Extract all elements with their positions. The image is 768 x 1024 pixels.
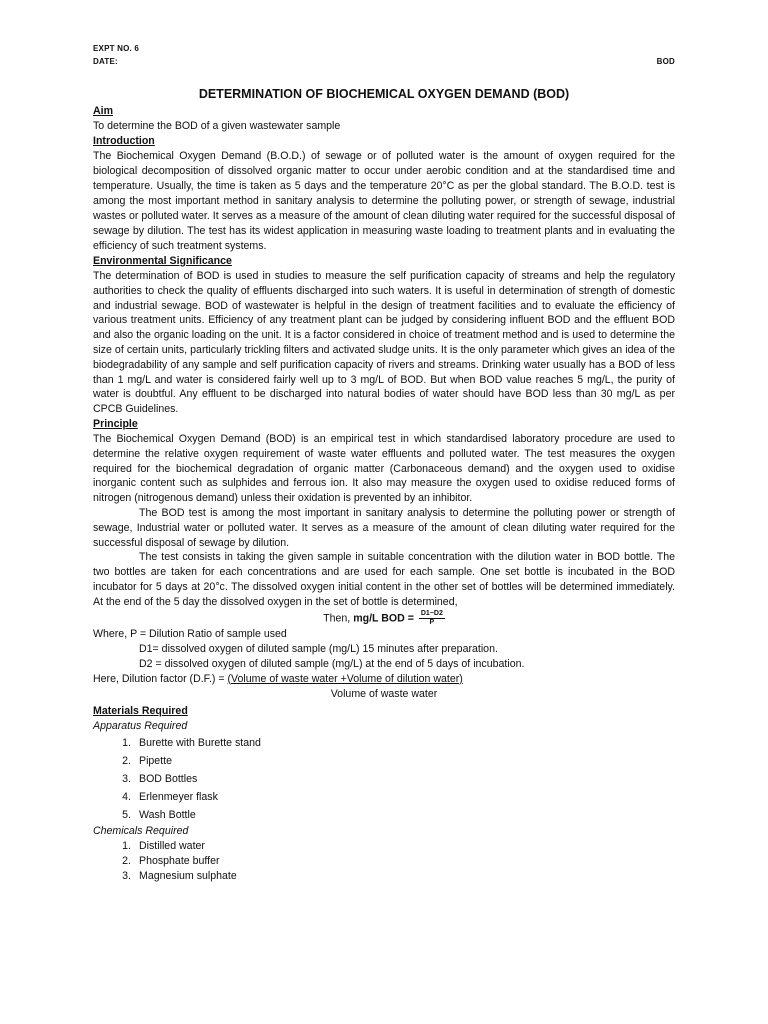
chemicals-heading: Chemicals Required <box>93 824 189 837</box>
dilution-factor-numerator: (Volume of waste water +Volume of dilution water) <box>227 672 463 685</box>
equation-denominator: P <box>429 618 435 626</box>
aim-heading: Aim <box>93 105 114 117</box>
materials-heading: Materials Required <box>93 704 188 717</box>
experiment-number: EXPT NO. 6 <box>93 44 140 53</box>
equation-fraction <box>419 610 445 627</box>
list-item: 1. Burette with Burette stand <box>122 736 261 749</box>
document-body <box>93 104 675 884</box>
introduction-heading: Introduction <box>93 135 155 147</box>
dilution-factor-denominator: Volume of waste water <box>330 687 438 700</box>
bod-equation <box>93 610 675 627</box>
list-item: 4. Erlenmeyer flask <box>122 790 218 803</box>
equation-numerator: D1−D2 <box>420 609 443 617</box>
principle-paragraph-2: The BOD test is among the most important in sanitary analysis to determine the polluting power or strength of sewage, Industrial water or polluted water. It serves as a measure of the amount of clean diluting water required for the successful disposal of sewage by dilution. <box>93 506 675 549</box>
principle-paragraph-3: The test consists in taking the given sample in suitable concentration with the dilution water in BOD bottle. The two bottles are taken for each concentrations and are used for each sample. One set bottle is incubated in the BOD incubator for 5 days at 20°c. The dissolved oxygen initial content in the other set of bottles will be determined immediately. At the end of the 5 day the dissolved oxygen in the set of bottle is determined, <box>93 551 675 608</box>
d2-definition: D2 = dissolved oxygen of diluted sample (mg/L) at the end of 5 days of incubation. <box>139 657 525 670</box>
page-title: DETERMINATION OF BIOCHEMICAL OXYGEN DEMAND (BOD) <box>198 87 570 101</box>
list-item: 2. Phosphate buffer <box>122 854 220 867</box>
equation-prefix: Then, <box>323 611 354 624</box>
apparatus-heading: Apparatus Required <box>93 719 188 732</box>
list-item: 5. Wash Bottle <box>122 808 196 821</box>
date-label: DATE: <box>93 57 118 66</box>
aim-text: To determine the BOD of a given wastewater sample <box>93 120 341 132</box>
principle-heading: Principle <box>93 417 138 430</box>
list-item: 3. BOD Bottles <box>122 772 198 785</box>
introduction-text: The Biochemical Oxygen Demand (B.O.D.) of sewage or of polluted water is the amount of oxygen required for the biological decomposition of dissolved organic matter to occur under aerobic condition and at the standardised time and temperature. Usually, the time is taken as 5 days and the temperature 20°C as per the global standard. The B.O.D. test is among the most important method in sanitary analysis to determine the polluting power, or strength of sewage, industrial wastes or polluted water. It serves as a measure of the amount of clean diluting water required for the successful disposal of sewage by dilution. The test has its widest application in measuring waste loading to treatment plants and in evaluating the efficiency of such treatment systems. <box>93 150 675 252</box>
dilution-factor-label: Here, Dilution factor (D.F.) = <box>93 672 228 685</box>
equation-lhs: mg/L BOD = <box>353 611 417 624</box>
d1-definition: D1= dissolved oxygen of diluted sample (mg/L) 15 minutes after preparation. <box>139 642 498 655</box>
environmental-significance-heading: Environmental Significance <box>93 255 232 267</box>
where-line: Where, P = Dilution Ratio of sample used <box>93 627 287 640</box>
list-item: 2. Pipette <box>122 754 172 767</box>
principle-paragraph-1: The Biochemical Oxygen Demand (BOD) is an empirical test in which standardised laboratory procedure are used to determine the relative oxygen requirement of waste water effluents and polluted water. The test measures the oxygen required for the biochemical degradation of organic matter (Carbonaceous demand) and the oxygen used to oxidise inorganic content such as sulphides and ferrous ion. It also may measure the oxygen used to oxidise reduced forms of nitrogen (nitrogenous demand) unless their oxidation is prevented by an inhibitor. <box>93 432 675 505</box>
apparatus-list <box>93 734 675 824</box>
list-item: 3. Magnesium sulphate <box>122 869 237 882</box>
header-tag: BOD <box>656 57 675 66</box>
dilution-factor-line <box>93 672 675 687</box>
list-item: 1. Distilled water <box>122 839 205 852</box>
environmental-significance-text: The determination of BOD is used in studies to measure the self purification capacity of streams and help the regulatory authorities to check the quality of effluents discharged into such waters. It is useful in determination of strength of domestic and industrial sewage. BOD of wastewater is helpful in the design of treatment facilities and to evaluate the efficiency of various treatment units. Efficiency of any treatment plant can be judged by considering influent BOD and the effluent BOD and also the organic loading on the unit. It is a factor considered in choice of treatment method and is used to determine the size of certain units, particularly trickling filters and activated sludge units. It is the only parameter which gives an idea of the biodegradability of any sample and self purification capacity of rivers and streams. Drinking water usually has a BOD of less than 1 mg/L and water is considered fairly well up to 3 mg/L of BOD. But when BOD value reaches 5 mg/L, the purity of water is doubtful. Any effluent to be discharged into natural bodies of water should have BOD less than 30 mg/L as per CPCB Guidelines. <box>93 270 675 416</box>
chemicals-list <box>93 839 675 884</box>
